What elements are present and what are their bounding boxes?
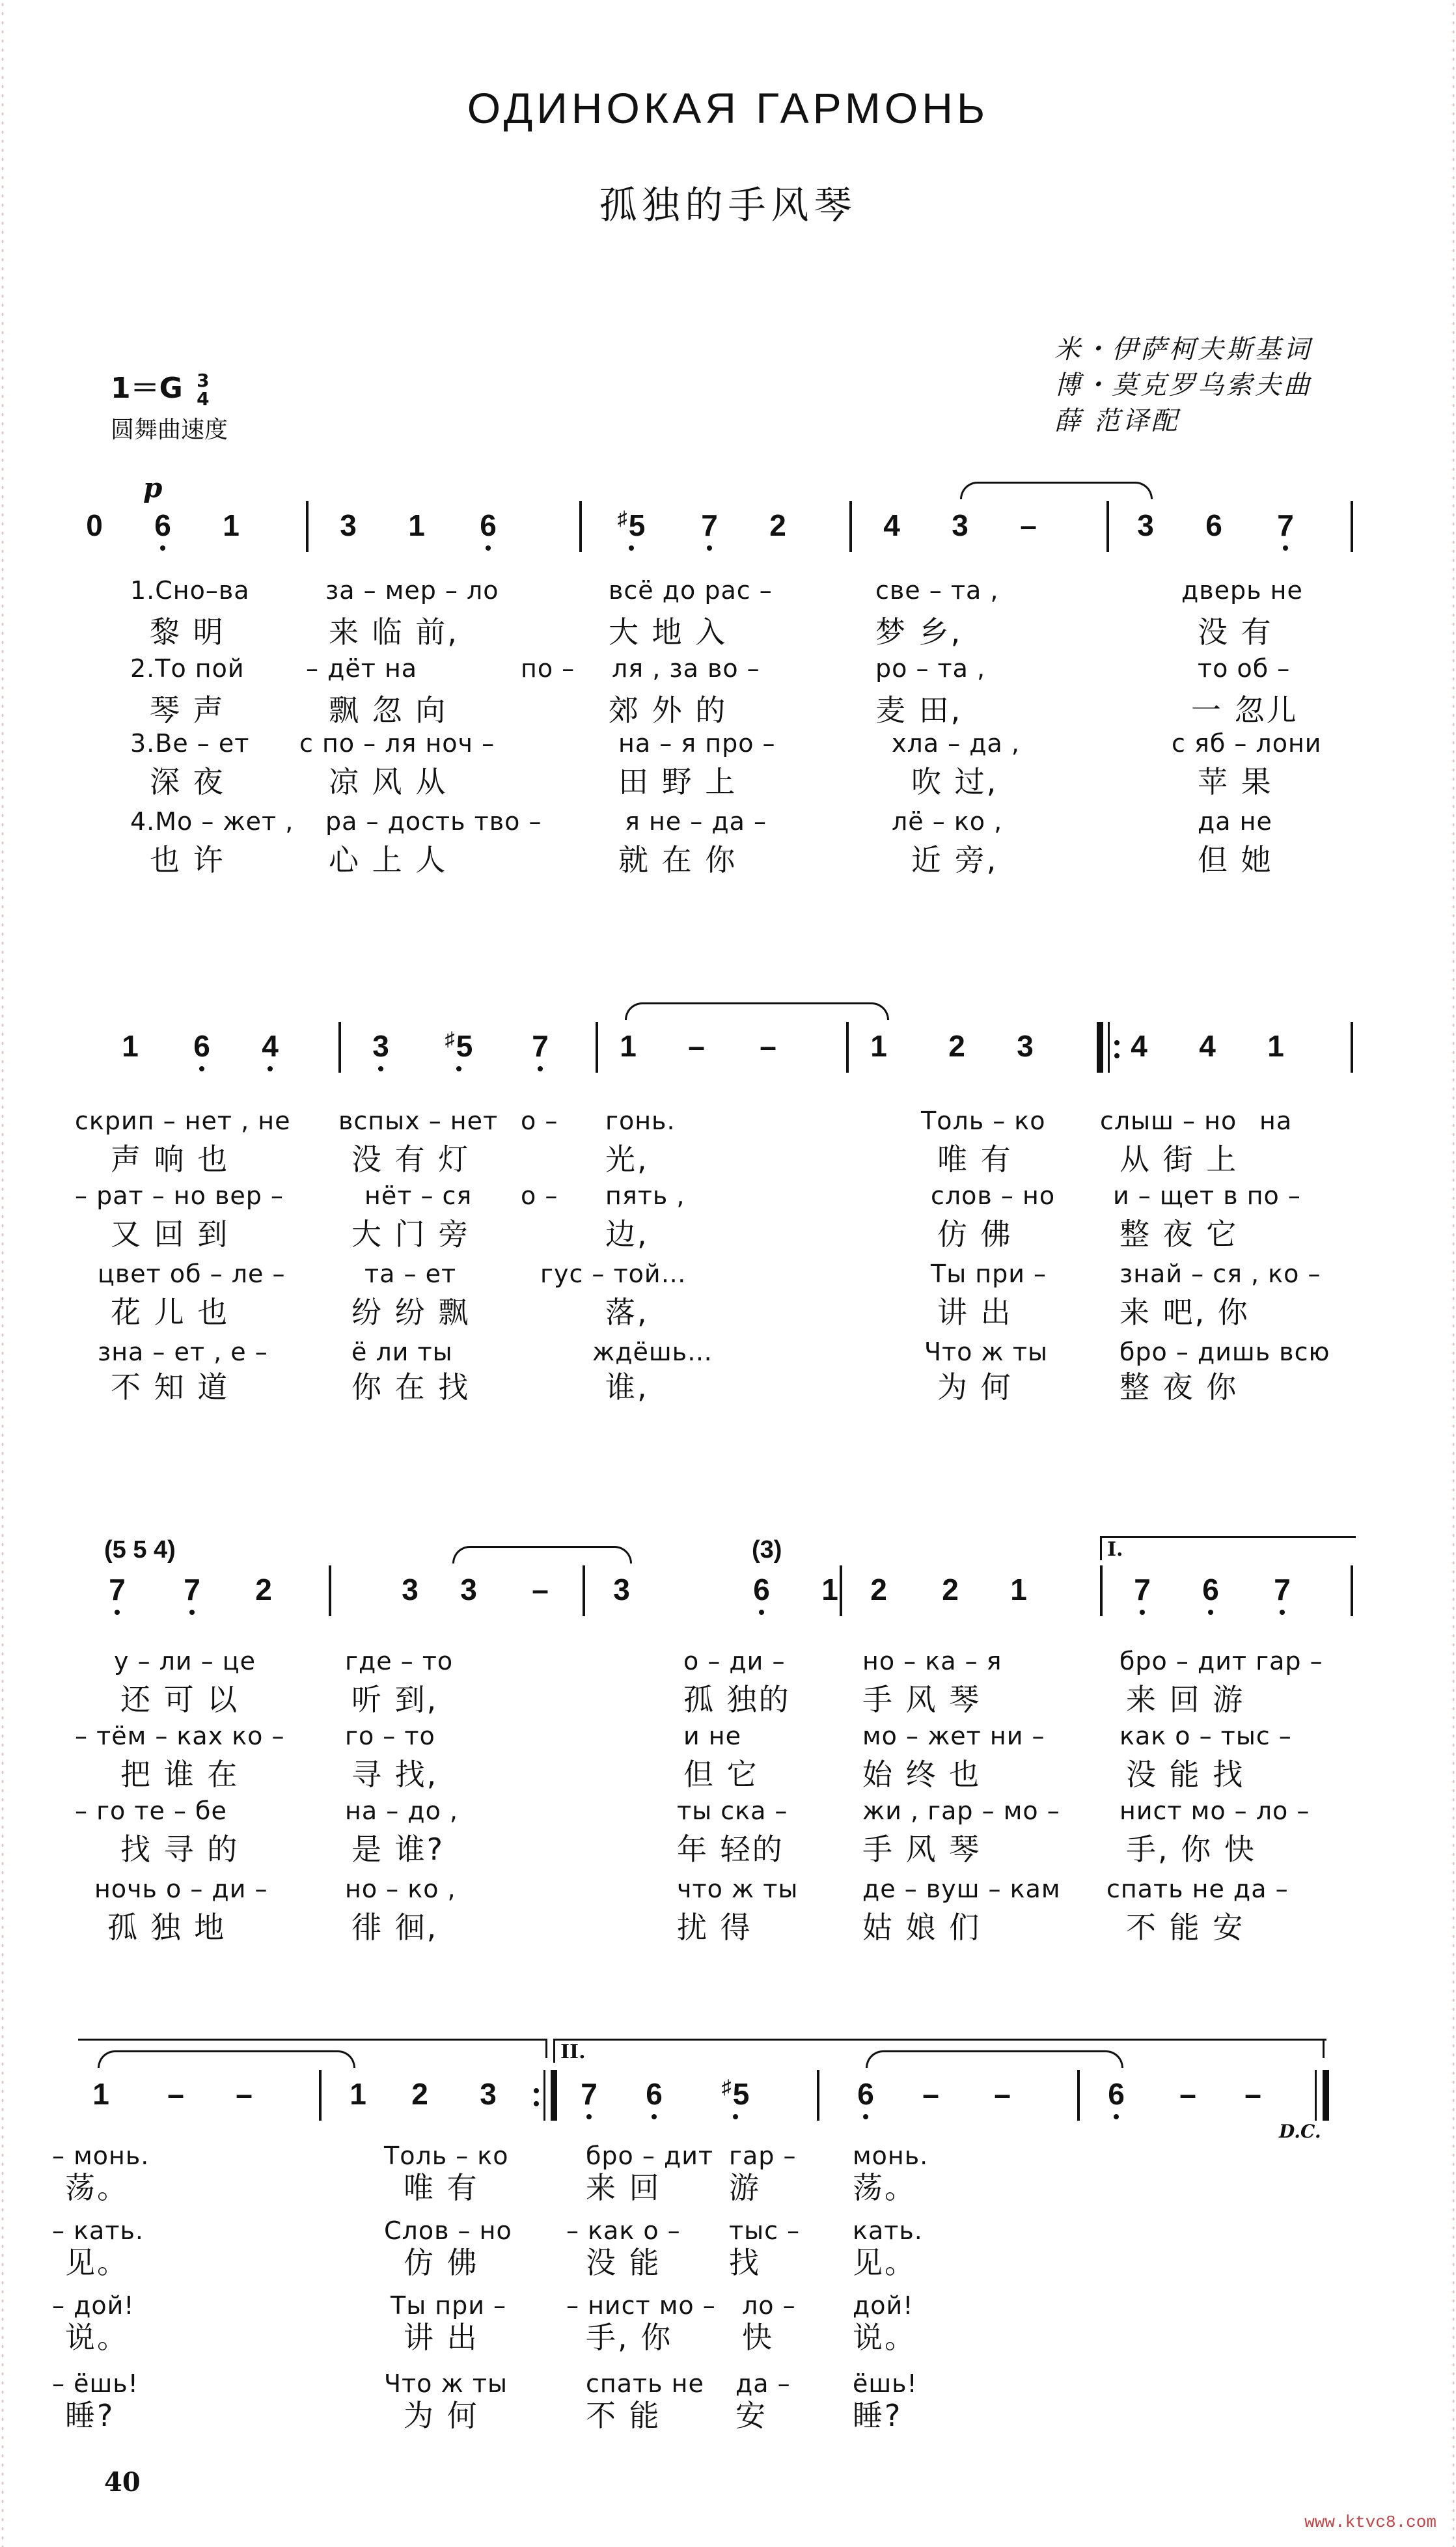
tie-arc: [960, 482, 1153, 499]
note: 3: [1137, 508, 1154, 542]
lyric-cn: 近 旁,: [911, 842, 998, 877]
lyric-ru: – тём – ках ко –: [75, 1722, 285, 1750]
lyric-cn: 扰 得: [677, 1910, 752, 1945]
lyric-ru: с по – ля ноч –: [299, 729, 495, 758]
lyric-ru: де – вуш – кам: [862, 1875, 1061, 1903]
lyric-cn: 不 能 安: [1126, 1910, 1245, 1945]
lyric-ru: го – то: [345, 1722, 435, 1750]
note: ♯5: [433, 1028, 485, 1064]
key-label: 1＝G: [111, 372, 183, 405]
lyric-cn: 大 门 旁: [351, 1217, 471, 1252]
lyric-cn: 郊 外 的: [609, 693, 728, 728]
lyric-cn: 来 吧, 你: [1119, 1295, 1250, 1330]
lyric-cn: 但 她: [1198, 842, 1273, 877]
note: 7: [1263, 1572, 1302, 1607]
lyric-ru: знай – ся , ко –: [1119, 1260, 1321, 1288]
lyric-cn: 手, 你: [586, 2320, 673, 2355]
lyric-cn: 荡。: [853, 2170, 916, 2205]
lyric-ru: – дой!: [52, 2291, 135, 2320]
lyric-ru: лё – ко ,: [892, 807, 1003, 836]
lyric-cn: 手, 你 快: [1126, 1832, 1256, 1867]
lyric-cn: 唯 有: [404, 2170, 479, 2205]
note: –: [1244, 2077, 1261, 2111]
lyric-cn: 为 何: [937, 1370, 1013, 1405]
lyric-ru: и не: [683, 1722, 741, 1750]
dynamic-marking: p: [143, 472, 163, 504]
lyric-cn: 从 街 上: [1119, 1142, 1239, 1177]
lyric-ru: монь.: [853, 2141, 929, 2170]
repeat-barline: [551, 2070, 557, 2121]
note: –: [167, 2077, 184, 2111]
lyric-cn: 琴 声: [150, 693, 225, 728]
barline: [1106, 501, 1109, 552]
lyric-cn: 又 回 到: [111, 1217, 230, 1252]
barline: [846, 1022, 849, 1073]
note: 6: [1205, 508, 1222, 542]
lyric-ru: све – та ,: [875, 576, 999, 605]
note: 2: [411, 2077, 428, 2111]
lyric-cn: 麦 田,: [875, 693, 963, 728]
volta-line-1-end: [545, 2039, 547, 2058]
lyric-ru: гар –: [729, 2141, 797, 2170]
note: –: [994, 2077, 1011, 2111]
lyric-ru: хла – да ,: [892, 729, 1020, 758]
title-chinese: 孤独的手风琴: [599, 183, 857, 227]
note: 2: [942, 1573, 959, 1606]
note: 7: [1266, 508, 1305, 543]
note: 6: [1191, 1572, 1230, 1607]
lyric-ru: дверь не: [1181, 576, 1303, 605]
lyric-ru: Что ж ты: [384, 2369, 508, 2398]
lyric-cn: 落,: [605, 1295, 649, 1330]
lyric-cn: 一 忽儿: [1191, 693, 1298, 728]
lyric-cn: 姑 娘 们: [862, 1910, 982, 1945]
lyric-cn: 吹 过,: [911, 764, 998, 799]
lyric-ru: 4.Мо – жет ,: [130, 807, 294, 836]
lyric-cn: 唯 有: [937, 1142, 1013, 1177]
note: –: [1179, 2077, 1196, 2111]
lyric-cn: 说。: [65, 2320, 129, 2355]
note: –: [236, 2077, 253, 2111]
note: ♯5: [605, 508, 657, 543]
note: 4: [1199, 1029, 1216, 1063]
lyric-ru: Ты при –: [391, 2291, 507, 2320]
lyric-ru: кать.: [853, 2216, 923, 2245]
note: 7: [172, 1572, 212, 1607]
lyric-ru: всё до рас –: [609, 576, 773, 605]
repeat-dots: [1114, 1035, 1119, 1061]
lyric-cn: 年 轻的: [677, 1832, 784, 1867]
lyric-cn: 荡。: [65, 2170, 129, 2205]
note: 3: [1017, 1029, 1034, 1063]
lyric-ru: ждёшь…: [592, 1338, 713, 1366]
lyric-cn: 没 能: [586, 2245, 661, 2280]
note: –: [532, 1573, 549, 1606]
lyric-cn: 来 回: [586, 2170, 661, 2205]
lyric-ru: у – ли – це: [114, 1647, 256, 1675]
volta-2-label: II.: [560, 2041, 586, 2063]
lyric-cn: 也 许: [150, 842, 225, 877]
lyric-ru: цвет об – ле –: [98, 1260, 286, 1288]
note: 4: [883, 508, 900, 542]
note: 7: [98, 1572, 137, 1607]
note: 1: [620, 1029, 637, 1063]
lyric-cn: 寻 找,: [351, 1757, 439, 1792]
lyric-ru: тыс –: [729, 2216, 801, 2245]
tie-arc: [625, 1002, 889, 1020]
note: 7: [1123, 1572, 1162, 1607]
lyric-cn: 孤 独 地: [107, 1910, 227, 1945]
volta-1-label: I.: [1107, 1538, 1123, 1561]
lyric-cn: 手 风 琴: [862, 1832, 982, 1867]
watermark: www.ktvc8.com: [1304, 2513, 1436, 2532]
note: 4: [251, 1028, 290, 1064]
note: 3: [480, 2077, 497, 2111]
volta-line-1: [78, 2039, 547, 2041]
credit-lyricist: 米・伊萨柯夫斯基词: [1054, 335, 1312, 365]
lyric-ru: Слов – но: [384, 2216, 512, 2245]
note: 6: [143, 508, 182, 543]
alt-notes-parenthetical: (5 5 4): [104, 1536, 176, 1563]
lyric-cn: 没 能 找: [1126, 1757, 1245, 1792]
barline: [319, 2070, 322, 2121]
lyric-cn: 来 临 前,: [329, 614, 459, 650]
lyric-ru: – дёт на: [306, 654, 418, 683]
note: 4: [1131, 1029, 1147, 1063]
note: 3: [402, 1573, 419, 1606]
note: 7: [690, 508, 729, 543]
lyric-cn: 整 夜 它: [1119, 1217, 1239, 1252]
note: 3: [460, 1573, 477, 1606]
lyric-ru: ло –: [742, 2291, 796, 2320]
note: 6: [846, 2076, 885, 2112]
credit-composer: 博・莫克罗乌索夫曲: [1054, 370, 1312, 400]
lyric-cn: 徘 徊,: [351, 1910, 439, 1945]
lyric-cn: 仿 佛: [404, 2245, 479, 2280]
lyric-ru: на: [1259, 1107, 1293, 1135]
lyric-ru: – рат – но вер –: [75, 1181, 284, 1210]
note: 6: [469, 508, 508, 543]
lyric-ru: о – ди –: [683, 1647, 786, 1675]
lyric-ru: я не – да –: [625, 807, 767, 836]
lyric-cn: 纷 纷 飘: [351, 1295, 471, 1330]
note: –: [922, 2077, 939, 2111]
note: 1: [1010, 1573, 1027, 1606]
lyric-ru: Ты при –: [931, 1260, 1047, 1288]
lyric-ru: ты ска –: [677, 1797, 788, 1825]
lyric-ru: бро – дит гар –: [1119, 1647, 1323, 1675]
lyric-ru: спать не да –: [1106, 1875, 1289, 1903]
lyric-ru: что ж ты: [677, 1875, 799, 1903]
note: 6: [742, 1572, 781, 1607]
note: 2: [948, 1029, 965, 1063]
note: 1: [821, 1573, 838, 1606]
lyric-cn: 睡?: [65, 2398, 115, 2433]
lyric-ru: – ёшь!: [52, 2369, 139, 2398]
key-signature: [111, 365, 210, 408]
lyric-ru: на – до ,: [345, 1797, 458, 1825]
note: 2: [255, 1573, 272, 1606]
lyric-ru: мо – жет ни –: [862, 1722, 1045, 1750]
note: 3: [361, 1028, 400, 1064]
lyric-ru: но – ка – я: [862, 1647, 1002, 1675]
right-page-edge: [1451, 0, 1456, 2547]
lyric-ru: жи , гар – мо –: [862, 1797, 1060, 1825]
note: 6: [635, 2076, 674, 2112]
note: 6: [1097, 2076, 1136, 2112]
page-number: 40: [104, 2467, 141, 2498]
lyric-cn: 飘 忽 向: [329, 693, 448, 728]
credit-translator: 薛 范译配: [1054, 406, 1180, 436]
lyric-ru: – го те – бе: [75, 1797, 227, 1825]
lyric-ru: ра – дость тво –: [325, 807, 542, 836]
lyric-cn: 来 回 游: [1126, 1682, 1245, 1717]
barline: [596, 1022, 598, 1073]
lyric-ru: Толь – ко: [384, 2141, 509, 2170]
lyric-ru: – как о –: [566, 2216, 681, 2245]
barline: [1351, 1022, 1353, 1073]
note: 1: [1267, 1029, 1284, 1063]
lyric-cn: 花 儿 也: [111, 1295, 230, 1330]
lyric-cn: 凉 风 从: [329, 764, 448, 799]
lyric-ru: ро – та ,: [875, 654, 986, 683]
lyric-ru: бро – дит: [586, 2141, 714, 2170]
note: 3: [340, 508, 357, 542]
lyric-cn: 还 可 以: [120, 1682, 240, 1717]
lyric-cn: 找 寻 的: [120, 1832, 240, 1867]
lyric-cn: 把 谁 在: [120, 1757, 240, 1792]
note: ♯5: [709, 2076, 762, 2112]
lyric-ru: дой!: [853, 2291, 914, 2320]
barline: [306, 501, 309, 552]
left-page-edge: [0, 0, 5, 2547]
lyric-ru: ёшь!: [853, 2369, 918, 2398]
note: 2: [870, 1573, 887, 1606]
lyric-cn: 见。: [65, 2245, 129, 2280]
time-signature: [197, 372, 209, 408]
lyric-cn: 睡?: [853, 2398, 903, 2433]
lyric-ru: вспых – нет: [338, 1107, 499, 1135]
repeat-barline: [1097, 1022, 1103, 1073]
barline: [849, 501, 852, 552]
final-barline-thin: [1315, 2070, 1317, 2121]
time-sig-bottom: 4: [197, 388, 210, 409]
barline: [579, 501, 582, 552]
lyric-ru: да не: [1198, 807, 1272, 836]
lyric-ru: 1.Сно–ва: [130, 576, 250, 605]
lyric-ru: – кать.: [52, 2216, 144, 2245]
note: 1: [408, 508, 425, 542]
tie-arc: [452, 1546, 632, 1563]
lyric-ru: Что ж ты: [924, 1338, 1048, 1366]
lyric-cn: 讲 出: [404, 2320, 479, 2355]
repeat-barline-thin: [1108, 1022, 1110, 1073]
lyric-cn: 听 到,: [351, 1682, 439, 1717]
lyric-ru: нёт – ся: [364, 1181, 473, 1210]
lyric-ru: по –: [521, 654, 575, 683]
lyric-ru: пять ,: [605, 1181, 685, 1210]
lyric-cn: 说。: [853, 2320, 916, 2355]
lyric-ru: – монь.: [52, 2141, 150, 2170]
repeat-barline-thin: [543, 2070, 545, 2121]
lyric-cn: 找: [729, 2245, 761, 2280]
volta-bracket-1: [1100, 1536, 1356, 1560]
volta-line-2-end: [1323, 2039, 1325, 2058]
barline: [1077, 2070, 1080, 2121]
lyric-ru: 3.Ве – ет: [130, 729, 250, 758]
lyric-ru: скрип – нет , не: [75, 1107, 291, 1135]
lyric-cn: 始 终 也: [862, 1757, 982, 1792]
note: 1: [870, 1029, 887, 1063]
note: 3: [613, 1573, 630, 1606]
lyric-ru: Толь – ко: [921, 1107, 1046, 1135]
lyric-ru: слыш – но: [1100, 1107, 1237, 1135]
tie-arc: [98, 2050, 355, 2068]
note: 3: [952, 508, 968, 542]
lyric-cn: 边,: [605, 1217, 649, 1252]
lyric-ru: – нист мо –: [566, 2291, 716, 2320]
time-sig-top: 3: [197, 370, 210, 391]
barline: [338, 1022, 341, 1073]
lyric-cn: 游: [729, 2170, 761, 2205]
barline: [583, 1565, 585, 1616]
lyric-cn: 为 何: [404, 2398, 479, 2433]
lyric-ru: да –: [735, 2369, 791, 2398]
lyric-cn: 仿 佛: [937, 1217, 1013, 1252]
lyric-ru: бро – дишь всю: [1119, 1338, 1330, 1366]
barline: [1351, 501, 1353, 552]
lyric-ru: гус – той…: [540, 1260, 687, 1288]
lyric-ru: ё ли ты: [351, 1338, 453, 1366]
lyric-cn: 心 上 人: [329, 842, 448, 877]
lyric-cn: 是 谁?: [351, 1832, 445, 1867]
lyric-ru: та – ет: [364, 1260, 457, 1288]
lyric-ru: нист мо – ло –: [1119, 1797, 1310, 1825]
lyric-ru: то об –: [1198, 654, 1291, 683]
final-barline: [1323, 2070, 1329, 2121]
tempo-marking: 圆舞曲速度: [111, 417, 228, 443]
lyric-ru: с яб – лони: [1172, 729, 1322, 758]
lyric-cn: 孤 独的: [683, 1682, 791, 1717]
lyric-cn: 不 能: [586, 2398, 661, 2433]
lyric-cn: 你 在 找: [351, 1370, 471, 1405]
lyric-cn: 大 地 入: [609, 614, 728, 650]
note: –: [1020, 508, 1037, 542]
tie-arc: [866, 2050, 1123, 2068]
lyric-cn: 深 夜: [150, 764, 225, 799]
barline: [1100, 1565, 1103, 1616]
note: –: [760, 1029, 776, 1063]
note: 6: [182, 1028, 221, 1064]
lyric-cn: 声 响 也: [111, 1142, 230, 1177]
lyric-cn: 见。: [853, 2245, 916, 2280]
lyric-cn: 光,: [605, 1142, 649, 1177]
lyric-cn: 手 风 琴: [862, 1682, 982, 1717]
note: 1: [223, 508, 240, 542]
lyric-ru: о –: [521, 1181, 558, 1210]
lyric-ru: слов – но: [931, 1181, 1056, 1210]
barline: [840, 1565, 842, 1616]
title-russian: ОДИНОКАЯ ГАРМОНЬ: [467, 84, 989, 132]
lyric-ru: спать не: [586, 2369, 704, 2398]
barline: [1351, 1565, 1353, 1616]
lyric-cn: 快: [742, 2320, 774, 2355]
lyric-cn: 安: [735, 2398, 767, 2433]
lyric-ru: за – мер – ло: [325, 576, 499, 605]
lyric-ru: 2.То пой: [130, 654, 245, 683]
lyric-cn: 但 它: [683, 1757, 759, 1792]
lyric-cn: 整 夜 你: [1119, 1370, 1239, 1405]
note: 2: [769, 508, 786, 542]
note: 0: [86, 508, 103, 542]
lyric-ru: но – ко ,: [345, 1875, 456, 1903]
note: 1: [350, 2077, 366, 2111]
lyric-ru: где – то: [345, 1647, 454, 1675]
lyric-cn: 梦 乡,: [875, 614, 963, 650]
lyric-cn: 谁,: [605, 1370, 649, 1405]
lyric-ru: ля , за во –: [612, 654, 760, 683]
lyric-ru: на – я про –: [618, 729, 776, 758]
lyric-ru: о –: [521, 1107, 558, 1135]
barline: [817, 2070, 819, 2121]
lyric-cn: 田 野 上: [618, 764, 737, 799]
note: 1: [92, 2077, 109, 2111]
lyric-cn: 没 有 灯: [351, 1142, 471, 1177]
lyric-ru: ночь о – ди –: [94, 1875, 268, 1903]
repeat-dots: [534, 2083, 539, 2109]
note: 1: [122, 1029, 139, 1063]
note: 7: [521, 1028, 560, 1064]
lyric-cn: 讲 出: [937, 1295, 1013, 1330]
lyric-cn: 就 在 你: [618, 842, 737, 877]
lyric-cn: 黎 明: [150, 614, 225, 650]
note: 7: [570, 2076, 609, 2112]
lyric-ru: и – щет в по –: [1113, 1181, 1301, 1210]
lyric-cn: 不 知 道: [111, 1370, 230, 1405]
lyric-ru: как о – тыс –: [1119, 1722, 1292, 1750]
lyric-cn: 没 有: [1198, 614, 1273, 650]
note: –: [688, 1029, 705, 1063]
barline: [329, 1565, 331, 1616]
lyric-ru: гонь.: [605, 1107, 676, 1135]
alt-notes-parenthetical: (3): [752, 1536, 782, 1563]
da-capo-marking: D.C.: [1279, 2121, 1321, 2142]
lyric-ru: зна – ет , е –: [98, 1338, 268, 1366]
lyric-cn: 苹 果: [1198, 764, 1273, 799]
